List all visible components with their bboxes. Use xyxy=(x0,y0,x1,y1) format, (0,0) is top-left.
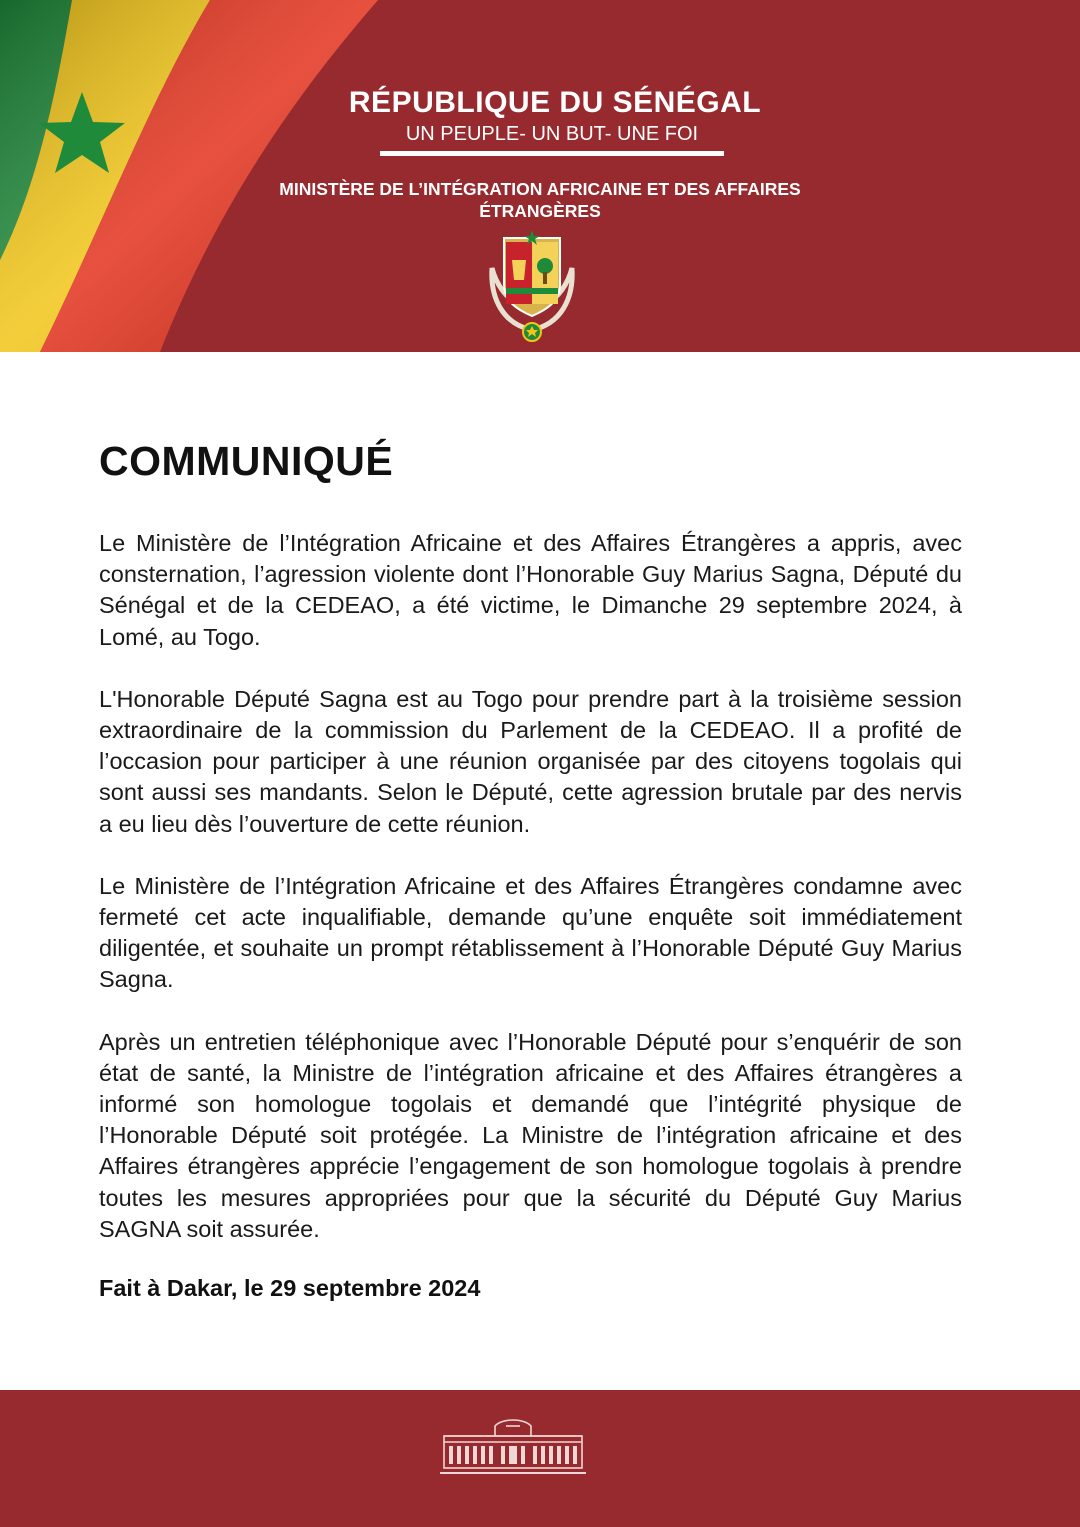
ministry-name xyxy=(210,178,870,222)
ministry-name-line-1: MINISTÈRE DE L’INTÉGRATION AFRICAINE ET DES AFFAIRES xyxy=(279,179,801,199)
paragraph-3: Le Ministère de l’Intégration Africaine et des Affaires Étrangères condamne avec fermeté cet acte inqualifiable, demande qu’une enquête soit immédiatement diligentée, et souhaite un prompt rétablissement à l’Honorable Député Guy Marius Sagna. xyxy=(99,872,962,993)
header-banner xyxy=(0,0,1080,352)
senegal-flag-icon xyxy=(0,0,560,352)
paragraph-2: L'Honorable Député Sagna est au Togo pour prendre part à la troisième session extraordinaire de la commission du Parlement de la CEDEAO. Il a profité de l’occasion pour participer à une réunion organisée par des citoyens togolais qui sont aussi ses mandants. Selon le Député, cette agression brutale par des nervis a eu lieu dès l’ouverture de cette réunion. xyxy=(99,685,962,837)
communique-title: COMMUNIQUÉ xyxy=(99,438,394,484)
motto-divider xyxy=(380,151,724,156)
communique-body xyxy=(99,438,962,1302)
ministry-building-logo-icon xyxy=(440,1416,586,1478)
paragraph-1: Le Ministère de l’Intégration Africaine et des Affaires Étrangères a appris, avec consternation, l’agression violente dont l’Honorable Guy Marius Sagna, Député du Sénégal et de la CEDEAO, a été victime, le Dimanche 29 septembre 2024, à Lomé, au Togo. xyxy=(99,530,962,650)
national-motto: UN PEUPLE- UN BUT- UNE FOI xyxy=(405,123,699,145)
paragraph-4: Après un entretien téléphonique avec l’Honorable Député pour s’enquérir de son état de santé, la Ministre de l’intégration africaine et des Affaires étrangères a informé son homologue togolais et demandé que l’intégrité physique de l’Honorable Député soit protégée. La Ministre de l’intégration africaine et des Affaires étrangères apprécie l’engagement de son homologue togolais à prendre toutes les mesures appropriées pour que la sécurité du Député Guy Marius SAGNA soit assurée. xyxy=(99,1028,962,1242)
coat-of-arms-icon xyxy=(482,228,582,346)
ministry-name-line-2: ÉTRANGÈRES xyxy=(479,201,601,221)
republic-title: RÉPUBLIQUE DU SÉNÉGAL xyxy=(348,86,762,119)
footer-banner xyxy=(0,1390,1080,1527)
signoff-date: Fait à Dakar, le 29 septembre 2024 xyxy=(99,1275,481,1302)
